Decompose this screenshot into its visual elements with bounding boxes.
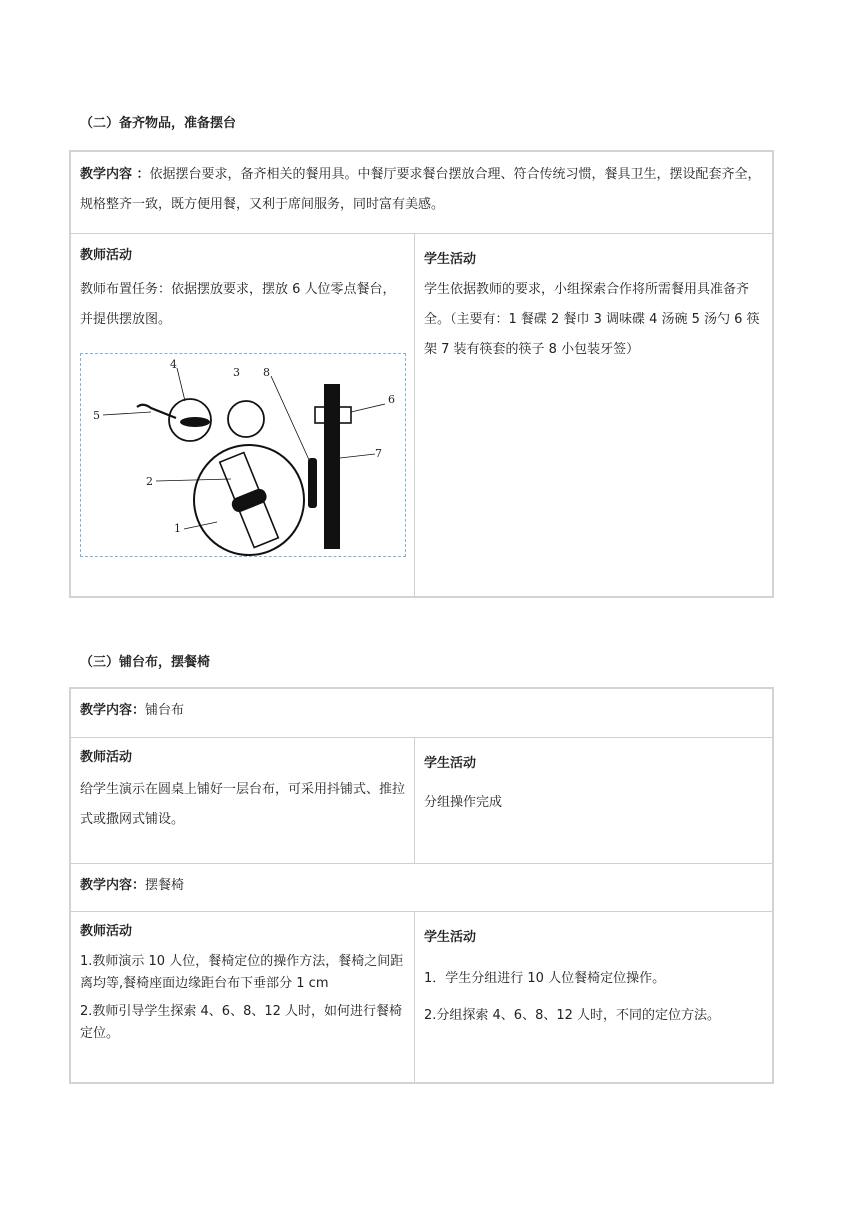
teacher-activity-cell (71, 738, 415, 863)
student-label: 学生活动 (424, 930, 477, 945)
leader-line-8 (271, 376, 310, 462)
content-text: 铺台布 (145, 703, 185, 718)
content-label: 教学内容： (80, 703, 146, 718)
student-label: 学生活动 (424, 756, 477, 771)
section2-heading: （二）备齐物品，准备摆台 (80, 116, 237, 131)
figure-label-2: 2 (146, 475, 153, 488)
content-text: 依据摆台要求，备齐相关的餐用具。中餐厅要求餐台摆放合理、符合传统习惯，餐具卫生，摆设配套齐全，规格整齐一致，既方便用餐，又利于席间服务，同时富有美感。 (80, 167, 761, 212)
student-text: 学生依据教师的要求，小组探索合作将所需餐用具准备齐全。（主要有：1 餐碟 2 餐巾 3 调味碟 4 汤碗 5 汤勺 6 筷架 7 装有筷套的筷子 8 小包装牙签） (424, 282, 760, 357)
student-activity-cell (415, 912, 772, 1082)
sauce-dish-shape (228, 401, 264, 437)
leader-line-2 (156, 479, 231, 481)
student-label: 学生活动 (424, 252, 477, 267)
figure-label-8: 8 (263, 366, 270, 379)
toothpick-shape (308, 458, 317, 508)
content-label: 教学内容 ： (80, 167, 150, 182)
leader-line-5 (103, 412, 151, 415)
content-row-chairs (71, 864, 772, 912)
content-row (71, 152, 772, 234)
leader-line-6 (351, 404, 385, 412)
teacher-text: 教师布置任务：依据摆放要求，摆放 6 人位零点餐台，并提供摆放图。 (80, 282, 396, 327)
napkin-shape (215, 451, 283, 550)
teacher-label: 教师活动 (80, 248, 133, 263)
teacher-label: 教师活动 (80, 924, 133, 939)
figure-label-6: 6 (388, 393, 395, 406)
content-row-tablecloth (71, 689, 772, 738)
activity-row-chairs (71, 912, 772, 1082)
student-item-1: 1．学生分组进行 10 人位餐椅定位操作。 (424, 971, 666, 986)
figure-label-5: 5 (93, 409, 100, 422)
activity-row-tablecloth (71, 738, 772, 864)
student-activity-cell (415, 234, 772, 596)
figure-label-3: 3 (233, 366, 240, 379)
teacher-label: 教师活动 (80, 750, 133, 765)
activity-row (71, 234, 772, 596)
student-activity-cell (415, 738, 772, 863)
chopstick-overlap (324, 407, 340, 423)
section2-table (69, 150, 774, 598)
section3-heading: （三）铺台布，摆餐椅 (80, 655, 211, 670)
figure-label-1: 1 (174, 522, 181, 535)
figure-label-4: 4 (170, 358, 177, 371)
figure-label-7: 7 (375, 447, 382, 460)
leader-line-7 (340, 454, 375, 458)
table-setting-figure (80, 353, 406, 557)
teacher-activity-cell (71, 912, 415, 1082)
teacher-text: 给学生演示在圆桌上铺好一层台布，可采用抖铺式、推拉式或撒网式铺设。 (80, 782, 406, 827)
leader-line-4 (177, 368, 185, 401)
soup-spoon-bowl (180, 417, 210, 427)
teacher-item-2: 2.教师引导学生探索 4、6、8、12 人时，如何进行餐椅定位。 (80, 1004, 403, 1041)
content-label: 教学内容： (80, 878, 146, 893)
student-text: 分组操作完成 (424, 795, 503, 810)
teacher-activity-cell (71, 234, 415, 596)
content-text: 摆餐椅 (145, 878, 185, 893)
teacher-item-1: 1.教师演示 10 人位，餐椅定位的操作方法，餐椅之间距离均等,餐椅座面边缘距台布下垂部分 1 cm (80, 954, 404, 991)
student-item-2: 2.分组探索 4、6、8、12 人时，不同的定位方法。 (424, 1008, 721, 1023)
section3-table (69, 687, 774, 1084)
